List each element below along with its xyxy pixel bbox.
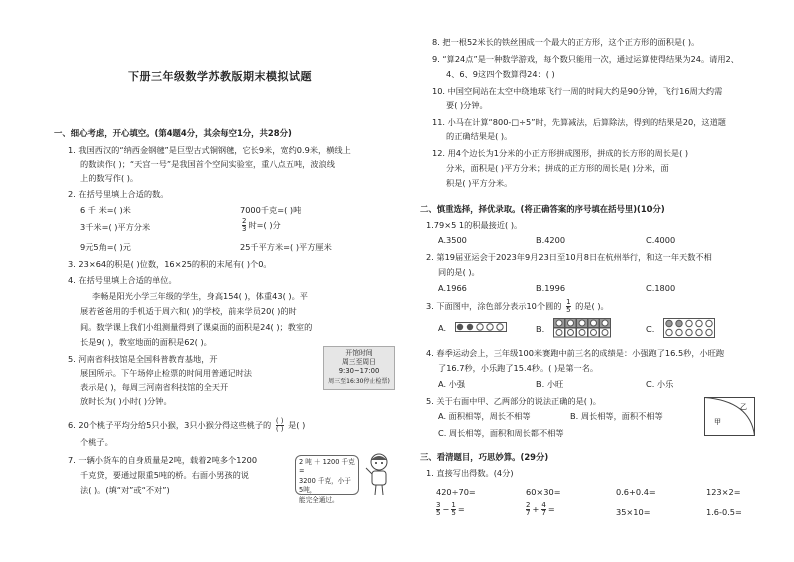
fraction: $\frac{1}{5}$ (566, 298, 571, 314)
q1-line1: 1. 我国西汉的“纳西金钢毽”是巨型古式铜钢毽，它长9米，宽约0.9米，横线上 (68, 145, 351, 155)
section-3-heading: 三、看清题目，巧思妙算。(29分) (420, 452, 549, 462)
q4-line3: 间。数学课上我们小组测量得到了课桌面的面积是24( )；教室的 (80, 322, 313, 332)
q7-line3: 法( )。(填“对”或“不对”) (80, 485, 170, 495)
q2-r2-a: 3千米=( )平方分米 (80, 222, 151, 232)
calc-1: 420÷70= (436, 487, 476, 497)
c4-line2: 了16.7秒，小乐跑了15.4秒。( )是第一名。 (438, 363, 599, 373)
q10-line2: 要( )分钟。 (446, 100, 488, 110)
c4-opt-c: C. 小乐 (646, 379, 674, 389)
c2-opt-a: A.1966 (438, 283, 467, 293)
c4-line1: 4. 春季运动会上，三年级100米赛跑中前三名的成绩是：小强跑了16.5秒，小旺跑 (426, 348, 725, 358)
q1-line3: 上的数写作( )。 (80, 173, 139, 183)
bubble-line: 能完全通过。 (299, 495, 339, 504)
q7-line1: 7. 一辆小货车的自身质量是2吨，载着2吨多个1200 (68, 455, 258, 465)
c5: 5. 关于右面中甲、乙两部分的说法正确的是( )。 (426, 396, 601, 406)
q1-line2: 的数读作( )；“天宫一号”是我国首个空间实验室，重八点五吨，波浪线 (80, 159, 335, 169)
c3-option-b: B. (536, 318, 611, 341)
label-jia: 甲 (714, 418, 721, 426)
circles-figure-a (455, 322, 507, 335)
calc-3: 0.6+0.4= (616, 487, 656, 497)
q2-r1-b: 7000千克=( )吨 (240, 205, 302, 215)
page-title: 下册三年级数学苏教版期末模拟试题 (128, 70, 312, 83)
c5-opt-a: A. 面积相等，周长不相等 (438, 411, 531, 421)
circles-figure-b (553, 318, 611, 341)
c2-opt-b: B.1996 (536, 283, 566, 293)
q4-line4: 长是9( )，教室地面的面积是62( )。 (80, 337, 212, 347)
fraction: $\frac{2}{3}$ (242, 217, 247, 233)
c3: 3. 下面图中，涂色部分表示10个圆的 $\frac{1}{5}$ 的是( )。 (426, 298, 609, 314)
c1-opt-a: A.3500 (438, 235, 467, 245)
q8: 8. 把一根52米长的铁丝围成一个最大的正方形，这个正方形的面积是( )。 (432, 37, 700, 47)
info-line: 开馆时间 (345, 349, 373, 357)
q3: 3. 23×64的积是( )位数，16×25的积的末尾有( )个0。 (68, 259, 272, 269)
calc-7: 35×10= (616, 507, 651, 517)
calc-frac-1: $\frac{3}{5}$ − $\frac{1}{5}$ = (436, 501, 465, 517)
q4-heading: 4. 在括号里填上合适的单位。 (68, 275, 177, 285)
c2-line1: 2. 第19届亚运会于2023年9月23日至10月8日在杭州举行，和这一年天数不相 (426, 252, 712, 262)
info-line: 9:30~17:00 (338, 367, 380, 376)
info-line: 周三至16:30停止检票) (328, 377, 390, 385)
q12-line2: 分米，面积是( )平方分米；拼成的正方形的周长是( )分米，面 (446, 163, 669, 173)
q5-line1: 5. 河南省科技馆是全国科普教育基地，开 (68, 354, 218, 364)
q5-line3: 表示是( )，每周三河南省科技馆的全天开 (80, 382, 229, 392)
c3-option-c: C. (646, 318, 715, 341)
q9-line1: 9. “算24点”是一种数学游戏，每个数只能用一次，通过运算使得结果为24。请用2、 (432, 54, 739, 64)
section-2-heading: 二、慎重选择，择优录取。(将正确答案的序号填在括号里)(10分) (420, 204, 665, 214)
c5-opt-c: C. 周长相等，面积和周长都不相等 (438, 428, 564, 438)
q11-line1: 11. 小马在计算“800-□÷5”时，先算减法，后算除法，得到的结果是20，这道题 (432, 117, 726, 127)
calc-8: 1.6-0.5= (706, 507, 742, 517)
q9-line2: 4、6、9这四个数算得24：( ) (446, 69, 555, 79)
q10-line1: 10. 中国空间站在太空中绕地球飞行一周的时间大约是90分钟，飞行16周大约需 (432, 86, 723, 96)
c1-opt-b: B.4200 (536, 235, 566, 245)
label-yi: 乙 (740, 403, 747, 411)
calc-frac-2: $\frac{2}{7}$ + $\frac{4}{7}$ = (526, 501, 555, 517)
q4-line1: 李畅是阳光小学三年级的学生，身高154( )，体重43( )。平 (92, 291, 308, 301)
q6-last: 个桃子。 (80, 437, 113, 447)
q6: 6. 20个桃子平均分给5只小猴，3只小猴分得这些桃子的 $\frac{( )}{( )}$ 是( ) (68, 417, 306, 433)
q2-r3-a: 9元5角=( )元 (80, 242, 131, 252)
section-1-heading: 一、细心考虑，开心填空。(第4题4分，其余每空1分，共28分) (54, 128, 292, 138)
jia-yi-figure (704, 397, 756, 437)
s3-q1: 1. 直接写出得数。(4分) (426, 468, 514, 478)
c2-line2: 同的是( )。 (438, 267, 480, 277)
q5-line2: 展国所示。下午场停止检票的时间用普通记时法 (80, 368, 252, 378)
boy-illustration (364, 452, 394, 496)
museum-hours-box (323, 346, 395, 390)
c1: 1.79×5 1的积最接近( )。 (426, 220, 523, 230)
q2-r1-a: 6 千 米=( )米 (80, 205, 131, 215)
q4-line2: 展若爸爸用的手机适于周六和( )的学校，前来学员20( )的时 (80, 306, 297, 316)
c5-opt-b: B. 周长相等，面积不相等 (570, 411, 663, 421)
speech-bubble (295, 455, 359, 504)
c4-opt-a: A. 小强 (438, 379, 466, 389)
q2-r2-b: $\frac{2}{3}$ 时=( )分 (242, 217, 281, 233)
blank-fraction: $\frac{( )}{( )}$ (275, 417, 284, 433)
calc-2: 60×30= (526, 487, 561, 497)
q12-line1: 12. 用4个边长为1分米的小正方形拼成图形，拼成的长方形的周长是( ) (432, 148, 689, 158)
bubble-line: 2 吨 ＋ 1200 千克 = (299, 458, 355, 476)
q2-r3-b: 25千平方米=( )平方厘米 (240, 242, 332, 252)
c1-opt-c: C.4000 (646, 235, 676, 245)
circles-figure-c (663, 318, 715, 341)
bubble-line: 3200 千克，小于5吨， (299, 476, 351, 495)
info-line: 周三至周日 (342, 358, 376, 367)
q12-line3: 积是( )平方分米。 (446, 178, 513, 188)
q7-line2: 千克贷，要通过限重5吨的桥。右面小男孩的说 (80, 470, 249, 480)
c4-opt-b: B. 小旺 (536, 379, 564, 389)
calc-4: 123×2= (706, 487, 741, 497)
q5-line4: 放时长为( )小时( )分钟。 (80, 396, 172, 406)
q11-line2: 的正确结果是( )。 (446, 131, 513, 141)
q2-heading: 2. 在括号里填上合适的数。 (68, 189, 169, 199)
c2-opt-c: C.1800 (646, 283, 676, 293)
c3-option-a: A. (438, 322, 507, 335)
